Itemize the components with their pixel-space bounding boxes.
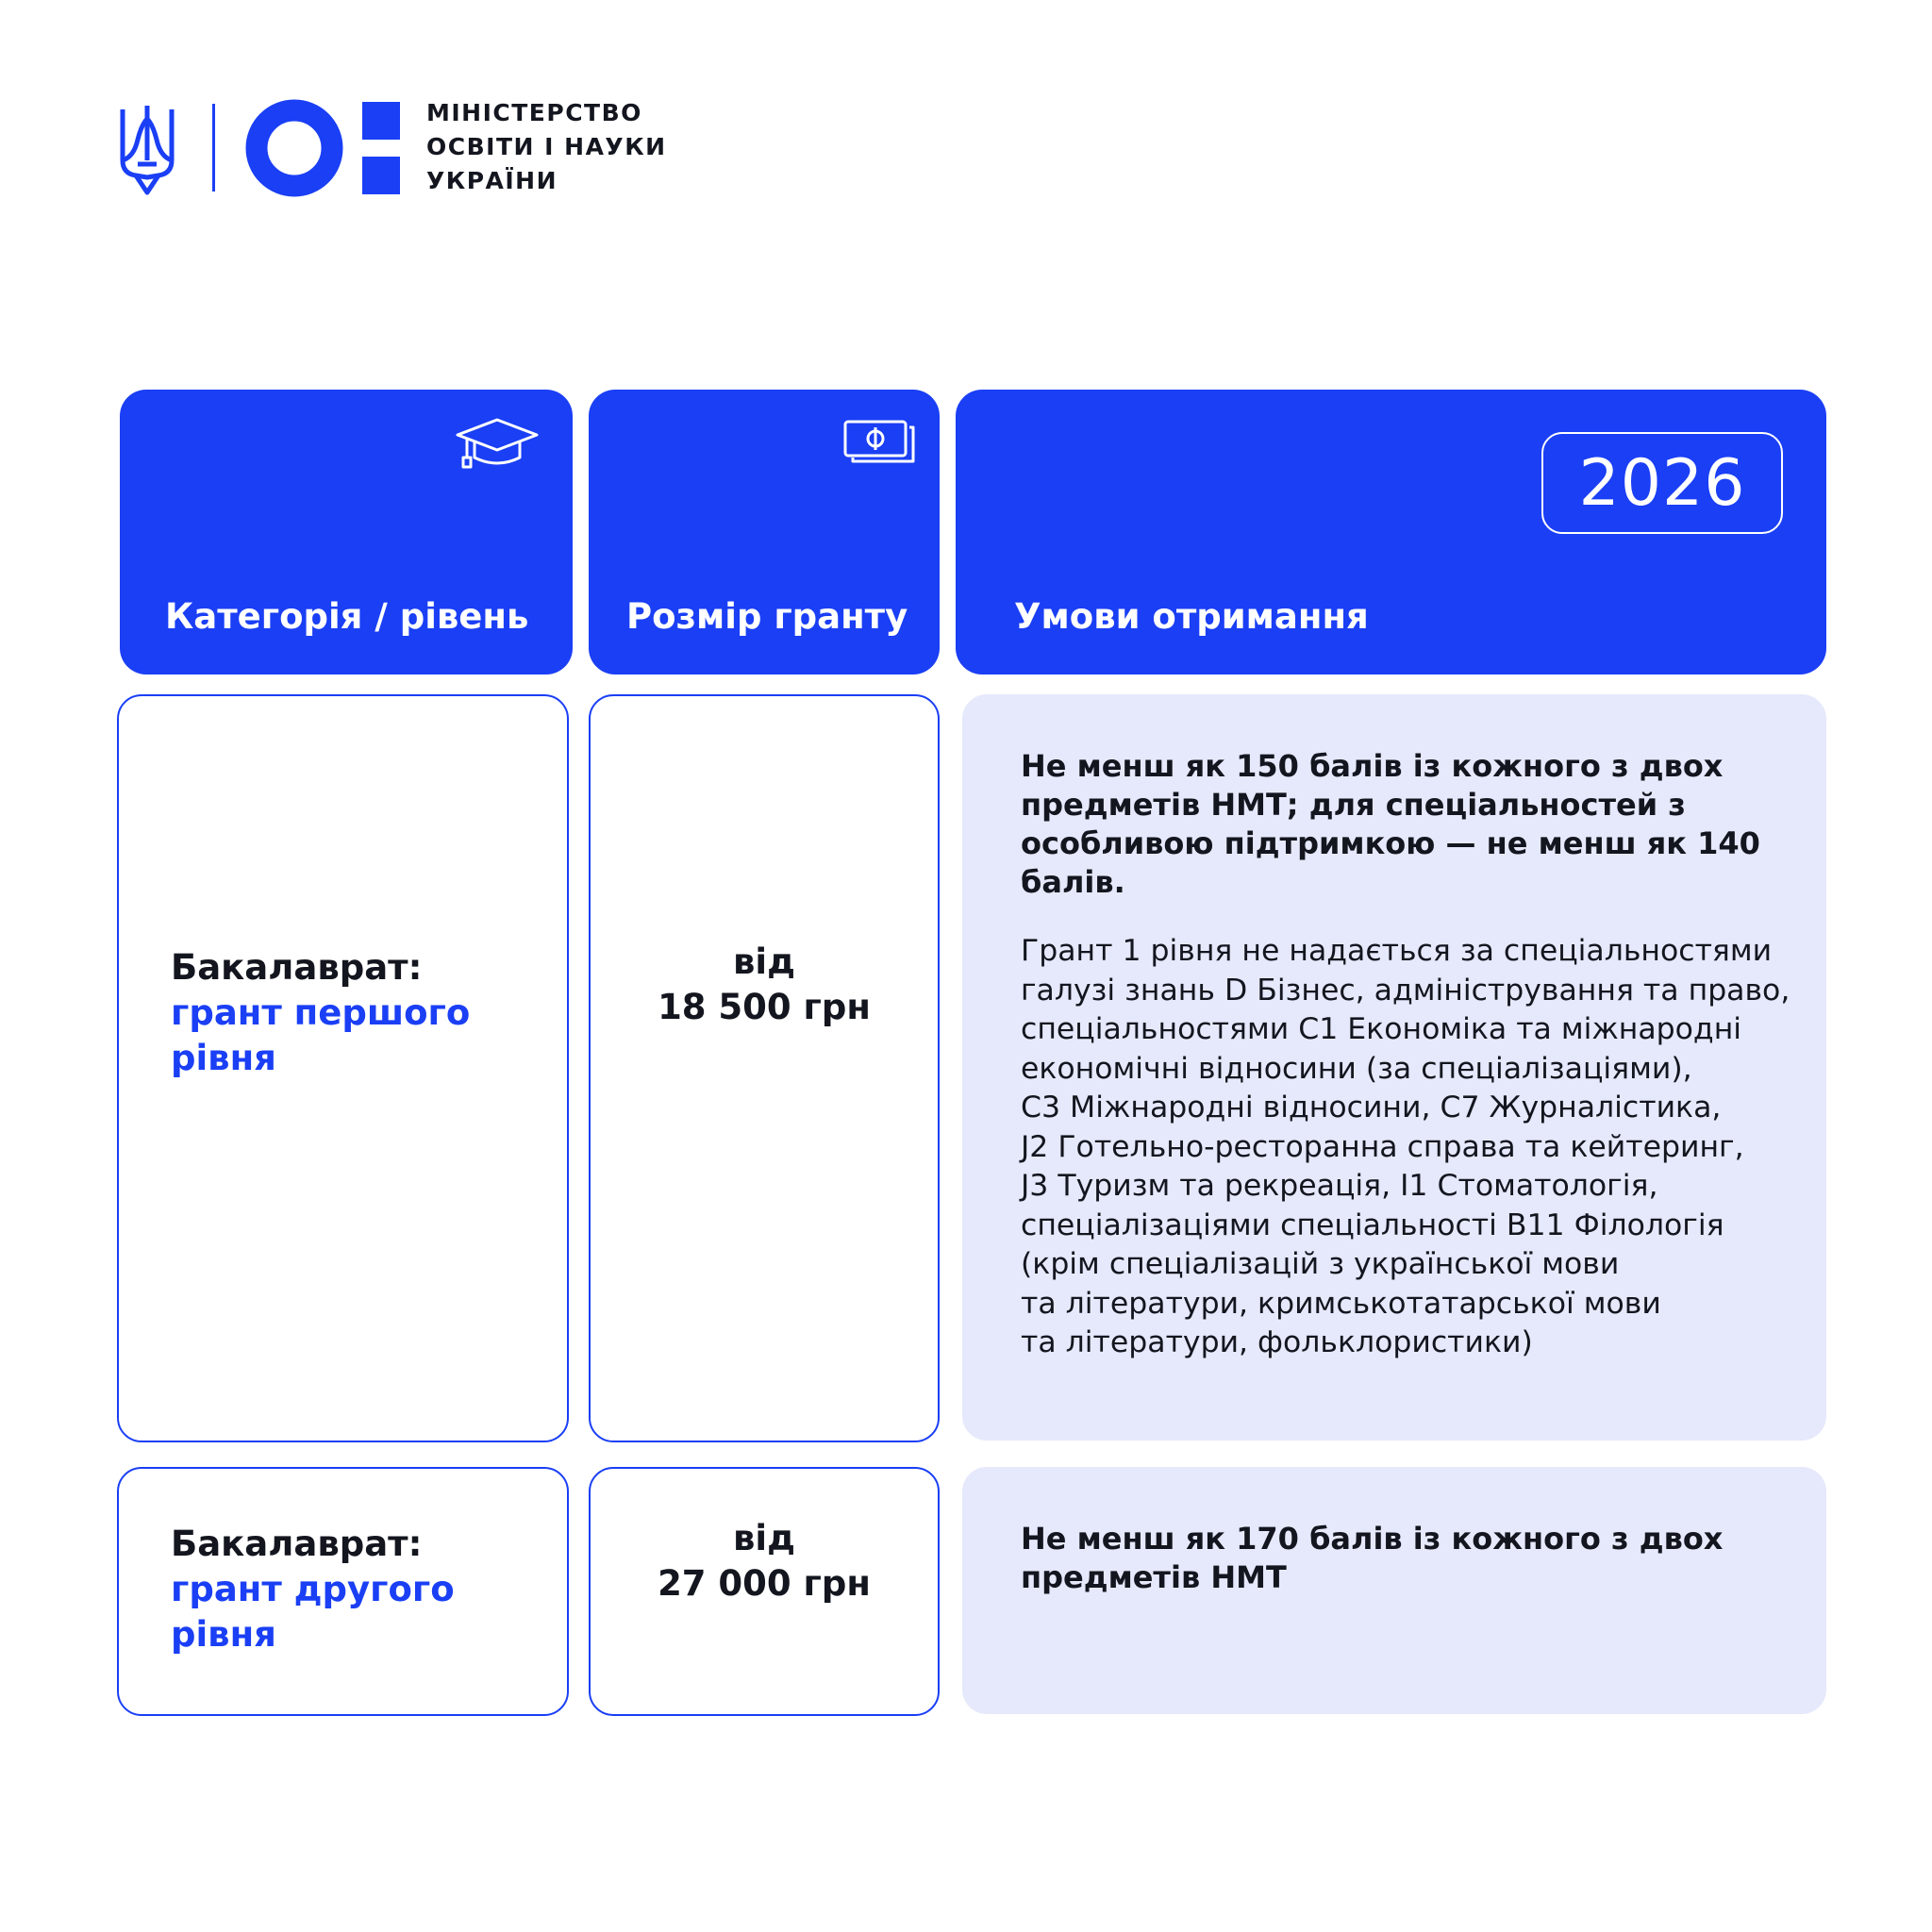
header-category: [120, 390, 573, 675]
row2-conditions-main: Не менш як 170 балів із кожного з двох предметів НМТ: [1021, 1521, 1724, 1595]
row2-category-cell: [117, 1467, 569, 1716]
row2-category: [171, 1522, 455, 1657]
banknote-icon: [843, 418, 915, 465]
row2-category-key: Бакалаврат:: [171, 1524, 423, 1564]
header-amount-label: Розмір гранту: [626, 596, 908, 637]
graduation-cap-icon: [456, 416, 539, 471]
mon-logo-icon: [245, 98, 406, 198]
row1-amount-value: 18 500 грн: [658, 987, 871, 1027]
row2-conditions-cell: [962, 1467, 1826, 1714]
row2-amount: [591, 1516, 938, 1607]
row1-category: [171, 945, 470, 1081]
logo-divider: [212, 104, 215, 192]
year-badge: 2026: [1541, 432, 1783, 534]
row1-category-cell: [117, 694, 569, 1442]
row1-category-value-line2: рівня: [171, 1038, 276, 1078]
row2-amount-cell: [589, 1467, 940, 1716]
ministry-name: [426, 96, 709, 198]
row1-amount: [591, 940, 938, 1030]
row1-conditions-main: Не менш як 150 балів із кожного з двох предметів НМТ; для спеціальностей з особливою підтримкою — не менш як 140 балів.: [1021, 748, 1760, 900]
header-conditions-label: Умови отримання: [1014, 596, 1369, 637]
row2-category-value-line1: грант другого: [171, 1569, 455, 1609]
row1-conditions-note: Грант 1 рівня не надається за спеціальностями галузі знань D Бізнес, адміністрування та право, спеціальностями C1 Економіка та міжнародні економічні відносини (за спеціалізаціями), С3 Міжнародні відносини, С7 Журналістика, J2 Готельно-ресторанна справа та кейтеринг, J3 Туризм та рекреація, I1 Стоматологія, спеціалізаціями спеціальності В11 Філологія (крім спеціалізацій з української мови та літератури, кримськотатарської мови та літератури, фольклористики): [1021, 934, 1790, 1359]
row2-amount-prefix: від: [733, 1518, 795, 1558]
header-conditions: [956, 390, 1826, 675]
row1-amount-cell: [589, 694, 940, 1442]
row2-category-value-line2: рівня: [171, 1614, 276, 1655]
ministry-name-line1: МІНІСТЕРСТВО: [426, 99, 642, 126]
row1-amount-prefix: від: [733, 941, 795, 982]
trident-emblem-icon: [117, 102, 177, 196]
row1-category-key: Бакалаврат:: [171, 947, 423, 988]
header-amount: [589, 390, 940, 675]
header-category-label: Категорія / рівень: [165, 596, 529, 637]
row1-category-value-line1: грант першого: [171, 992, 471, 1033]
ministry-name-line3: УКРАЇНИ: [426, 167, 558, 194]
ministry-name-line2: ОСВІТИ І НАУКИ: [426, 133, 667, 160]
row1-conditions-cell: [962, 694, 1826, 1441]
row2-amount-value: 27 000 грн: [658, 1563, 871, 1604]
